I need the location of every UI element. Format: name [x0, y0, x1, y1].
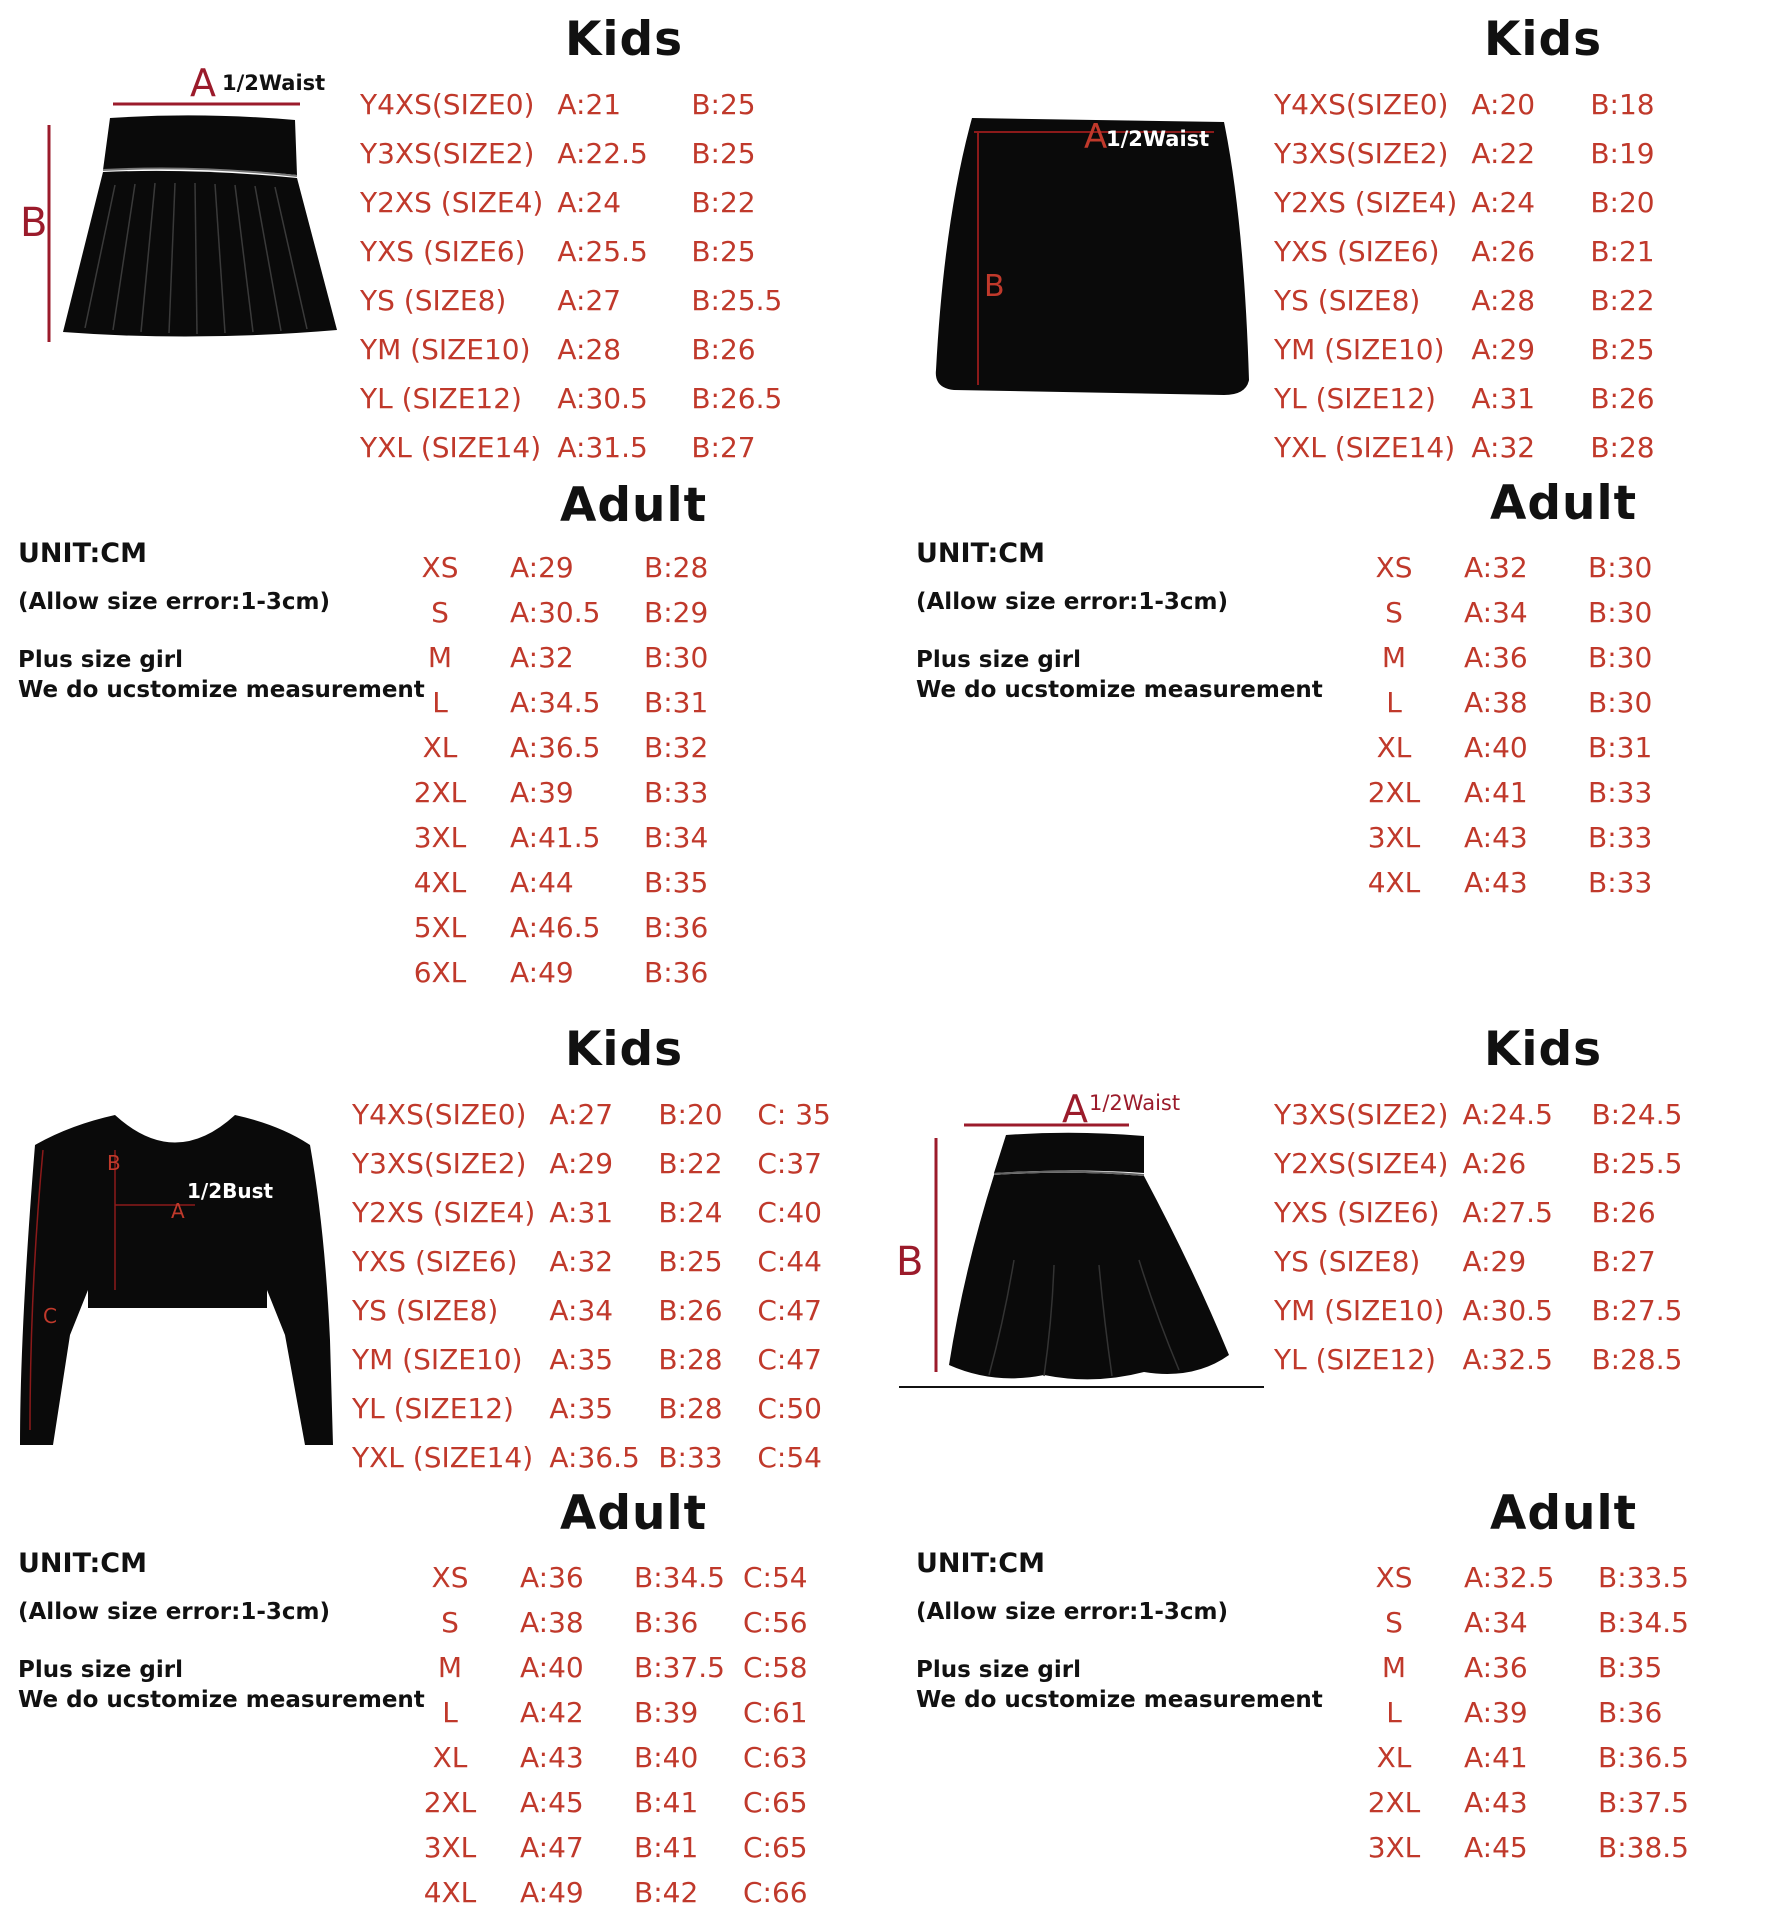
error-note: (Allow size error:1-3cm)	[18, 589, 330, 615]
kids-size-table	[360, 80, 796, 472]
label-a-text: 1/2Bust	[187, 1179, 274, 1203]
label-b: B	[20, 200, 48, 246]
adult-title: Adult	[1490, 1486, 1638, 1541]
table-row: YXS (SIZE6) A:26 B:21	[1274, 235, 1655, 268]
panel-crop-top	[0, 1010, 894, 1920]
table-row: XL A:41 B:36.5	[1376, 1741, 1689, 1774]
table-row: 2XL A:45 B:41 C:65	[423, 1786, 808, 1819]
table-row: M A:32 B:30	[427, 641, 709, 674]
label-a-text: 1/2Waist	[1089, 1091, 1181, 1115]
unit-info	[18, 538, 425, 705]
table-row: L A:34.5 B:31	[432, 686, 709, 719]
table-row: M A:40 B:37.5 C:58	[437, 1651, 808, 1684]
table-row: Y4XS(SIZE0) A:21 B:25	[360, 88, 756, 121]
table-row: XS A:32 B:30	[1375, 551, 1653, 584]
table-row: YXS (SIZE6) A:27.5 B:26	[1274, 1196, 1656, 1229]
table-row: Y3XS(SIZE2) A:29 B:22 C:37	[352, 1147, 822, 1180]
adult-size-table	[1364, 1555, 1703, 1870]
adult-title: Adult	[560, 478, 708, 533]
table-row: YXS (SIZE6) A:32 B:25 C:44	[352, 1245, 822, 1278]
unit-label: UNIT:CM	[18, 1548, 147, 1579]
label-a: A	[190, 61, 216, 105]
adult-size-table	[420, 1555, 822, 1915]
kids-title: Kids	[565, 1022, 684, 1077]
kids-size-table	[1274, 80, 1669, 472]
table-row: YS (SIZE8) A:29 B:27	[1274, 1245, 1656, 1278]
adult-title: Adult	[560, 1486, 708, 1541]
panel-flared-skirt	[894, 1010, 1788, 1920]
kids-size-table	[1274, 1090, 1696, 1384]
table-row: YM (SIZE10) A:35 B:28 C:47	[352, 1343, 822, 1376]
table-row: S A:38 B:36 C:56	[441, 1606, 808, 1639]
table-row: Y2XS (SIZE4) A:31 B:24 C:40	[352, 1196, 822, 1229]
table-row: Y2XS (SIZE4) A:24 B:22	[360, 186, 756, 219]
table-row: S A:30.5 B:29	[431, 596, 709, 629]
table-row: Y3XS(SIZE2) A:22 B:19	[1274, 137, 1655, 170]
table-row: M A:36 B:30	[1381, 641, 1653, 674]
table-row: YXL (SIZE14) A:31.5 B:27	[360, 431, 756, 464]
table-row: YL (SIZE12) A:30.5 B:26.5	[360, 382, 783, 415]
plus-size-line1: Plus size girl	[18, 647, 183, 673]
plus-size-line2: We do ucstomize measurement	[916, 677, 1323, 703]
table-row: 2XL A:41 B:33	[1367, 776, 1653, 809]
error-note: (Allow size error:1-3cm)	[916, 1599, 1228, 1625]
kids-title: Kids	[565, 12, 684, 67]
plus-size-line1: Plus size girl	[916, 1657, 1081, 1683]
table-row: 6XL A:49 B:36	[413, 956, 709, 989]
table-row: L A:38 B:30	[1386, 686, 1653, 719]
table-row: YXL (SIZE14) A:32 B:28	[1274, 431, 1655, 464]
adult-size-table	[1364, 545, 1666, 905]
table-row: 2XL A:39 B:33	[413, 776, 709, 809]
unit-info	[916, 538, 1323, 705]
plus-size-line2: We do ucstomize measurement	[18, 677, 425, 703]
table-row: YM (SIZE10) A:28 B:26	[360, 333, 756, 366]
table-row: YL (SIZE12) A:31 B:26	[1274, 382, 1655, 415]
table-row: 2XL A:43 B:37.5	[1367, 1786, 1689, 1819]
unit-label: UNIT:CM	[916, 538, 1045, 569]
adult-size-table	[410, 545, 722, 995]
table-row: 3XL A:45 B:38.5	[1367, 1831, 1689, 1864]
kids-title: Kids	[1484, 1022, 1603, 1077]
plus-size-line2: We do ucstomize measurement	[916, 1687, 1323, 1713]
label-b: B	[984, 269, 1005, 304]
table-row: YS (SIZE8) A:34 B:26 C:47	[352, 1294, 822, 1327]
label-a: A	[1084, 117, 1108, 157]
error-note: (Allow size error:1-3cm)	[18, 1599, 330, 1625]
kids-title: Kids	[1484, 12, 1603, 67]
table-row: YL (SIZE12) A:35 B:28 C:50	[352, 1392, 822, 1425]
table-row: 4XL A:43 B:33	[1367, 866, 1653, 899]
panel-pleated-skirt	[0, 0, 894, 1010]
table-row: XS A:29 B:28	[421, 551, 709, 584]
table-row: Y2XS (SIZE4) A:24 B:20	[1274, 186, 1655, 219]
error-note: (Allow size error:1-3cm)	[916, 589, 1228, 615]
kids-size-table	[352, 1090, 845, 1482]
table-row: XS A:36 B:34.5 C:54	[431, 1561, 808, 1594]
label-c: C	[43, 1304, 57, 1328]
pencil-skirt-illustration	[894, 100, 1274, 410]
table-row: XS A:32.5 B:33.5	[1375, 1561, 1689, 1594]
table-row: 4XL A:49 B:42 C:66	[423, 1876, 808, 1909]
panel-pencil-skirt	[894, 0, 1788, 1010]
table-row: YXL (SIZE14) A:36.5 B:33 C:54	[352, 1441, 822, 1474]
label-b: B	[896, 1239, 924, 1285]
plus-size-line1: Plus size girl	[916, 647, 1081, 673]
table-row: 5XL A:46.5 B:36	[413, 911, 709, 944]
adult-title: Adult	[1490, 476, 1638, 531]
pleated-skirt-illustration	[15, 60, 345, 350]
table-row: XL A:36.5 B:32	[422, 731, 709, 764]
table-row: M A:36 B:35	[1381, 1651, 1663, 1684]
crop-top-illustration	[15, 1110, 335, 1460]
table-row: S A:34 B:30	[1385, 596, 1653, 629]
plus-size-line2: We do ucstomize measurement	[18, 1687, 425, 1713]
label-a-text: 1/2Waist	[222, 71, 326, 95]
table-row: L A:39 B:36	[1386, 1696, 1663, 1729]
label-b: B	[107, 1151, 121, 1175]
unit-info	[18, 1548, 425, 1715]
table-row: YS (SIZE8) A:27 B:25.5	[360, 284, 783, 317]
table-row: Y3XS(SIZE2) A:22.5 B:25	[360, 137, 756, 170]
table-row: YS (SIZE8) A:28 B:22	[1274, 284, 1655, 317]
table-row: Y4XS(SIZE0) A:27 B:20 C: 35	[352, 1098, 831, 1131]
table-row: S A:34 B:34.5	[1385, 1606, 1689, 1639]
table-row: L A:42 B:39 C:61	[442, 1696, 808, 1729]
table-row: Y3XS(SIZE2) A:24.5 B:24.5	[1274, 1098, 1683, 1131]
table-row: YXS (SIZE6) A:25.5 B:25	[360, 235, 756, 268]
table-row: Y2XS(SIZE4) A:26 B:25.5	[1274, 1147, 1683, 1180]
table-row: 3XL A:43 B:33	[1367, 821, 1653, 854]
label-a: A	[171, 1199, 185, 1223]
plus-size-line1: Plus size girl	[18, 1657, 183, 1683]
unit-label: UNIT:CM	[916, 1548, 1045, 1579]
table-row: YM (SIZE10) A:30.5 B:27.5	[1274, 1294, 1683, 1327]
flared-skirt-illustration	[894, 1080, 1274, 1400]
table-row: 4XL A:44 B:35	[413, 866, 709, 899]
table-row: XL A:40 B:31	[1376, 731, 1653, 764]
table-row: 3XL A:47 B:41 C:65	[423, 1831, 808, 1864]
unit-info	[916, 1548, 1323, 1715]
table-row: YL (SIZE12) A:32.5 B:28.5	[1274, 1343, 1683, 1376]
table-row: YM (SIZE10) A:29 B:25	[1274, 333, 1655, 366]
unit-label: UNIT:CM	[18, 538, 147, 569]
table-row: Y4XS(SIZE0) A:20 B:18	[1274, 88, 1655, 121]
table-row: 3XL A:41.5 B:34	[413, 821, 709, 854]
label-a-text: 1/2Waist	[1106, 127, 1210, 151]
table-row: XL A:43 B:40 C:63	[432, 1741, 808, 1774]
label-a: A	[1062, 1087, 1088, 1131]
